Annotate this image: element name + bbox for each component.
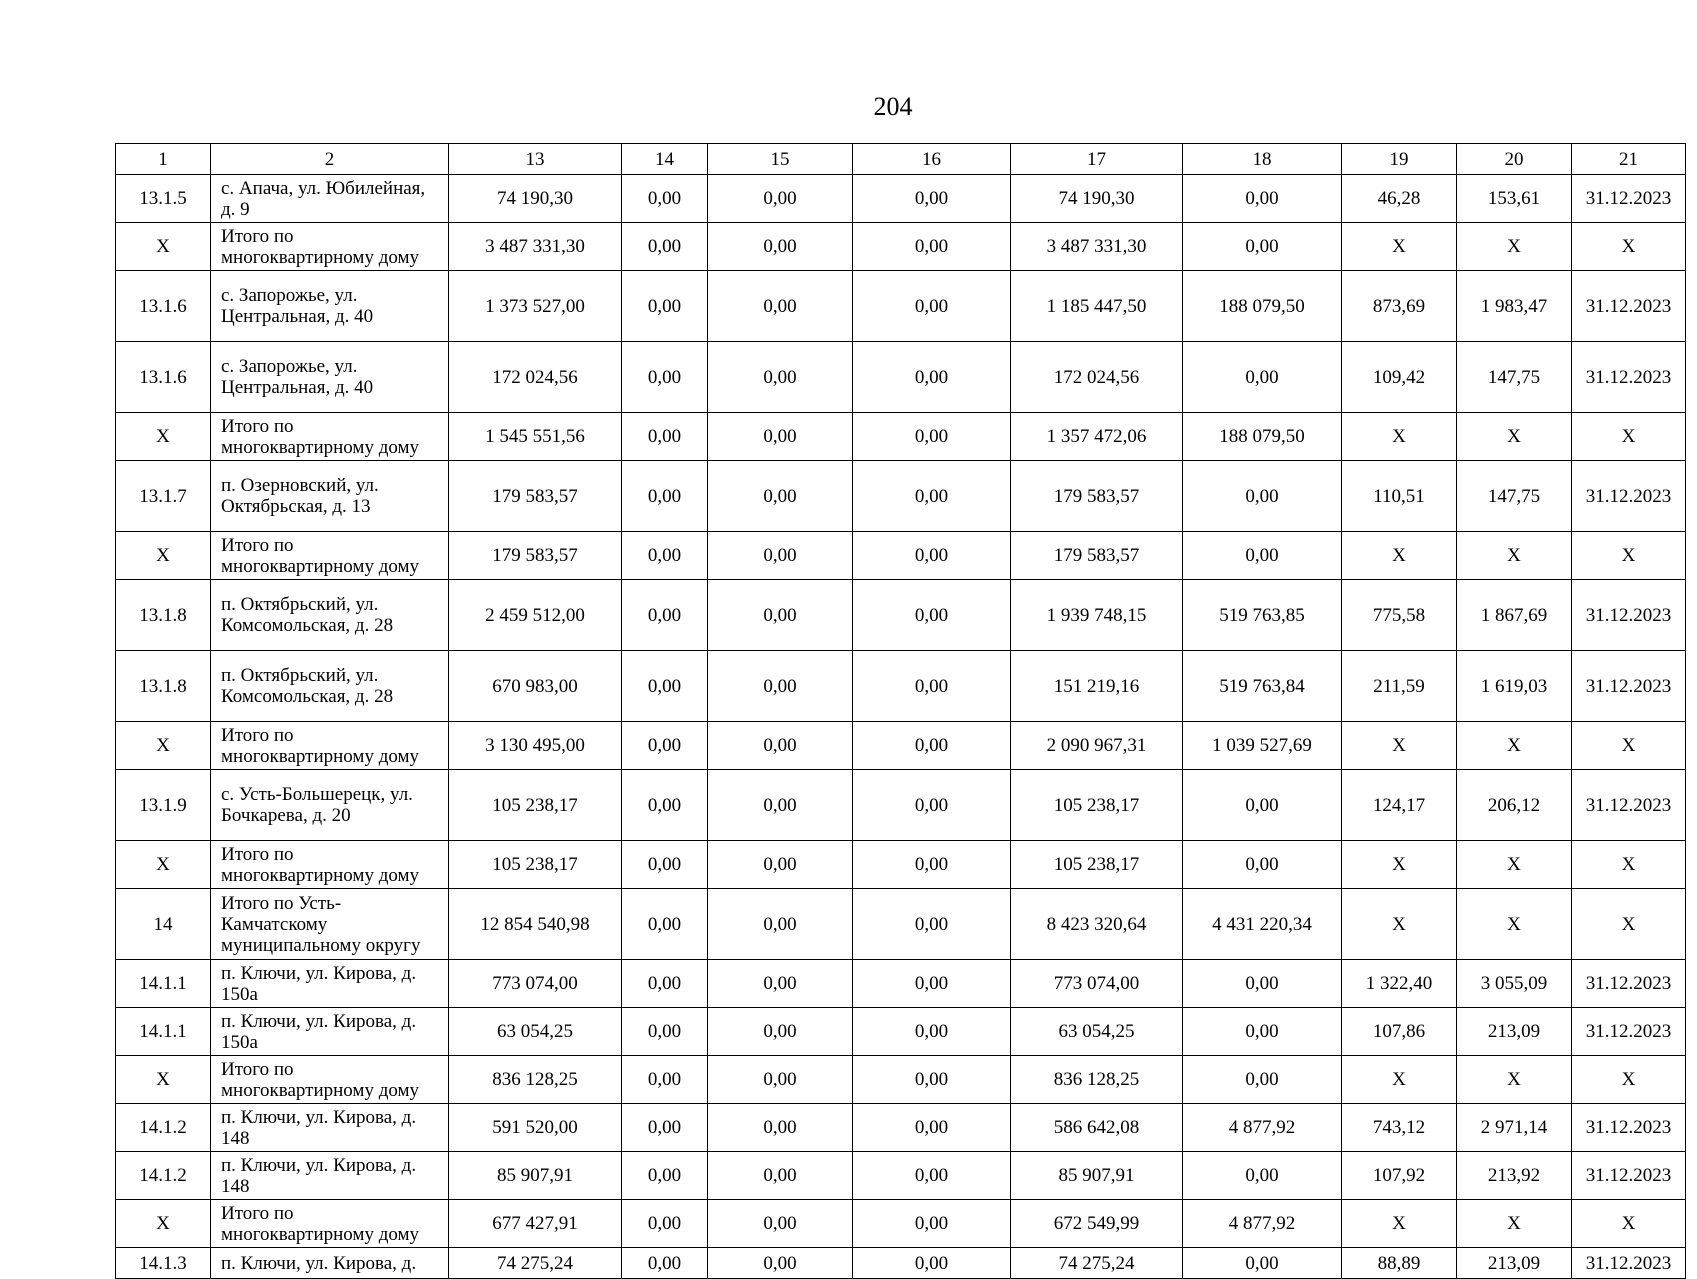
table-cell: 4 877,92 bbox=[1183, 1200, 1342, 1248]
table-cell: Х bbox=[116, 413, 211, 461]
table-cell: Х bbox=[1572, 532, 1686, 580]
table-cell: 107,92 bbox=[1342, 1152, 1457, 1200]
address-cell: п. Ключи, ул. Кирова, д. 148 bbox=[211, 1104, 449, 1152]
address-cell: Итого по многоквартирному дому bbox=[211, 223, 449, 271]
table-cell: 0,00 bbox=[708, 722, 853, 770]
table-cell: 3 130 495,00 bbox=[449, 722, 622, 770]
table-cell: 0,00 bbox=[853, 175, 1011, 223]
address-cell: п. Ключи, ул. Кирова, д. 148 bbox=[211, 1152, 449, 1200]
address-cell: Итого по многоквартирному дому bbox=[211, 1200, 449, 1248]
page-number: 204 bbox=[873, 92, 913, 121]
table-row bbox=[116, 960, 1686, 1008]
table-cell: 74 275,24 bbox=[1011, 1248, 1183, 1279]
address-cell: п. Ключи, ул. Кирова, д. 150а bbox=[211, 960, 449, 1008]
table-cell: 1 545 551,56 bbox=[449, 413, 622, 461]
table-row bbox=[116, 889, 1686, 960]
address-cell: п. Ключи, ул. Кирова, д. 150а bbox=[211, 1008, 449, 1056]
address-cell: Итого по многоквартирному дому bbox=[211, 722, 449, 770]
table-cell: 0,00 bbox=[708, 271, 853, 342]
address-cell: с. Запорожье, ул. Центральная, д. 40 bbox=[211, 271, 449, 342]
table-cell: 74 190,30 bbox=[449, 175, 622, 223]
table-cell: Х bbox=[1572, 1200, 1686, 1248]
table-cell: 153,61 bbox=[1457, 175, 1572, 223]
table-cell: 0,00 bbox=[708, 413, 853, 461]
table-row bbox=[116, 1152, 1686, 1200]
table-cell: 3 487 331,30 bbox=[1011, 223, 1183, 271]
table-cell: Х bbox=[116, 1056, 211, 1104]
table-cell: 0,00 bbox=[853, 1200, 1011, 1248]
column-header: 14 bbox=[622, 144, 708, 175]
address-cell: с. Усть-Большерецк, ул. Бочкарева, д. 20 bbox=[211, 770, 449, 841]
table-cell: 1 039 527,69 bbox=[1183, 722, 1342, 770]
table-cell: 147,75 bbox=[1457, 342, 1572, 413]
address-cell: п. Ключи, ул. Кирова, д. bbox=[211, 1248, 449, 1279]
table-cell: 0,00 bbox=[1183, 461, 1342, 532]
table-cell: 12 854 540,98 bbox=[449, 889, 622, 960]
table-cell: 4 877,92 bbox=[1183, 1104, 1342, 1152]
table-row bbox=[116, 770, 1686, 841]
table-cell: 0,00 bbox=[622, 1200, 708, 1248]
table-cell: 0,00 bbox=[1183, 1008, 1342, 1056]
table-row bbox=[116, 651, 1686, 722]
table-row bbox=[116, 1008, 1686, 1056]
table-cell: 85 907,91 bbox=[449, 1152, 622, 1200]
table-header-row bbox=[116, 144, 1686, 175]
table-cell: 105 238,17 bbox=[449, 841, 622, 889]
table-cell: 0,00 bbox=[708, 175, 853, 223]
table-cell: Х bbox=[1342, 1056, 1457, 1104]
table-cell: 0,00 bbox=[708, 342, 853, 413]
table-cell: 31.12.2023 bbox=[1572, 271, 1686, 342]
table-cell: 0,00 bbox=[622, 841, 708, 889]
column-header: 2 bbox=[211, 144, 449, 175]
table-cell: 1 939 748,15 bbox=[1011, 580, 1183, 651]
table-cell: 0,00 bbox=[853, 770, 1011, 841]
table-cell: Х bbox=[116, 532, 211, 580]
table-row bbox=[116, 1248, 1686, 1279]
table-cell: 0,00 bbox=[1183, 342, 1342, 413]
table-cell: 188 079,50 bbox=[1183, 413, 1342, 461]
table-cell: 3 055,09 bbox=[1457, 960, 1572, 1008]
table-cell: 188 079,50 bbox=[1183, 271, 1342, 342]
table-cell: 0,00 bbox=[1183, 770, 1342, 841]
table-cell: 179 583,57 bbox=[449, 532, 622, 580]
table-cell: 0,00 bbox=[1183, 1152, 1342, 1200]
table-cell: Х bbox=[1342, 532, 1457, 580]
table-row bbox=[116, 1200, 1686, 1248]
table-cell: Х bbox=[1572, 841, 1686, 889]
table-cell: 0,00 bbox=[708, 1056, 853, 1104]
table-cell: 0,00 bbox=[622, 1104, 708, 1152]
table-cell: 13.1.5 bbox=[116, 175, 211, 223]
table-row bbox=[116, 342, 1686, 413]
address-cell: с. Запорожье, ул. Центральная, д. 40 bbox=[211, 342, 449, 413]
table-cell: Х bbox=[1342, 722, 1457, 770]
table-row bbox=[116, 580, 1686, 651]
table-cell: 0,00 bbox=[708, 960, 853, 1008]
table-cell: Х bbox=[116, 722, 211, 770]
table-cell: 0,00 bbox=[622, 461, 708, 532]
table-cell: Х bbox=[116, 223, 211, 271]
table-cell: 172 024,56 bbox=[449, 342, 622, 413]
table-cell: 0,00 bbox=[853, 532, 1011, 580]
table-cell: 1 185 447,50 bbox=[1011, 271, 1183, 342]
table-cell: 836 128,25 bbox=[449, 1056, 622, 1104]
table-cell: Х bbox=[1342, 223, 1457, 271]
table-cell: 31.12.2023 bbox=[1572, 580, 1686, 651]
table-cell: 14.1.1 bbox=[116, 960, 211, 1008]
table-cell: 0,00 bbox=[622, 960, 708, 1008]
table-cell: Х bbox=[1457, 223, 1572, 271]
table-row bbox=[116, 175, 1686, 223]
table-cell: 0,00 bbox=[708, 841, 853, 889]
table-cell: 31.12.2023 bbox=[1572, 175, 1686, 223]
address-cell: Итого по многоквартирному дому bbox=[211, 841, 449, 889]
table-cell: 109,42 bbox=[1342, 342, 1457, 413]
column-header: 1 bbox=[116, 144, 211, 175]
table-cell: 0,00 bbox=[622, 223, 708, 271]
table-cell: 0,00 bbox=[622, 1248, 708, 1279]
table-cell: 0,00 bbox=[622, 271, 708, 342]
table-row bbox=[116, 532, 1686, 580]
table-cell: 105 238,17 bbox=[449, 770, 622, 841]
table-cell: 147,75 bbox=[1457, 461, 1572, 532]
address-cell: п. Октябрьский, ул. Комсомольская, д. 28 bbox=[211, 651, 449, 722]
table-cell: 0,00 bbox=[853, 1248, 1011, 1279]
address-cell: Итого по многоквартирному дому bbox=[211, 413, 449, 461]
table-cell: Х bbox=[1457, 532, 1572, 580]
table-row bbox=[116, 1104, 1686, 1152]
table-cell: 672 549,99 bbox=[1011, 1200, 1183, 1248]
column-header: 21 bbox=[1572, 144, 1686, 175]
table-cell: 0,00 bbox=[622, 651, 708, 722]
table-cell: 213,92 bbox=[1457, 1152, 1572, 1200]
table-cell: Х bbox=[1572, 413, 1686, 461]
table-cell: 0,00 bbox=[708, 651, 853, 722]
table-cell: 0,00 bbox=[708, 1008, 853, 1056]
table-cell: 773 074,00 bbox=[449, 960, 622, 1008]
table-cell: 31.12.2023 bbox=[1572, 651, 1686, 722]
table-cell: Х bbox=[1572, 889, 1686, 960]
table-cell: 31.12.2023 bbox=[1572, 1152, 1686, 1200]
column-header: 18 bbox=[1183, 144, 1342, 175]
table-cell: Х bbox=[1572, 722, 1686, 770]
table-row bbox=[116, 722, 1686, 770]
table-cell: 775,58 bbox=[1342, 580, 1457, 651]
table-cell: 0,00 bbox=[853, 271, 1011, 342]
table-cell: 151 219,16 bbox=[1011, 651, 1183, 722]
table-cell: 63 054,25 bbox=[1011, 1008, 1183, 1056]
table-cell: 0,00 bbox=[853, 1056, 1011, 1104]
table-cell: 211,59 bbox=[1342, 651, 1457, 722]
column-header: 20 bbox=[1457, 144, 1572, 175]
table-cell: 13.1.8 bbox=[116, 651, 211, 722]
column-header: 17 bbox=[1011, 144, 1183, 175]
table-cell: 0,00 bbox=[853, 1152, 1011, 1200]
table-cell: 0,00 bbox=[708, 770, 853, 841]
table-cell: Х bbox=[1457, 1200, 1572, 1248]
table-cell: 0,00 bbox=[708, 223, 853, 271]
table-cell: 0,00 bbox=[853, 651, 1011, 722]
table-cell: 74 275,24 bbox=[449, 1248, 622, 1279]
table-cell: 0,00 bbox=[853, 1104, 1011, 1152]
address-cell: Итого по Усть-Камчатскому муниципальному округу bbox=[211, 889, 449, 960]
table-cell: 2 090 967,31 bbox=[1011, 722, 1183, 770]
table-cell: 0,00 bbox=[1183, 532, 1342, 580]
table-cell: 14.1.1 bbox=[116, 1008, 211, 1056]
table-cell: Х bbox=[1457, 841, 1572, 889]
table-cell: 13.1.8 bbox=[116, 580, 211, 651]
table-cell: 0,00 bbox=[1183, 223, 1342, 271]
table-cell: 0,00 bbox=[1183, 841, 1342, 889]
table-cell: 586 642,08 bbox=[1011, 1104, 1183, 1152]
table-cell: 0,00 bbox=[853, 223, 1011, 271]
table-cell: 0,00 bbox=[708, 1104, 853, 1152]
table-cell: Х bbox=[1342, 889, 1457, 960]
table-cell: 3 487 331,30 bbox=[449, 223, 622, 271]
table-cell: 1 619,03 bbox=[1457, 651, 1572, 722]
table-cell: 0,00 bbox=[853, 841, 1011, 889]
table-cell: Х bbox=[1342, 413, 1457, 461]
table-cell: Х bbox=[1457, 1056, 1572, 1104]
table-cell: 213,09 bbox=[1457, 1248, 1572, 1279]
table-cell: 0,00 bbox=[853, 461, 1011, 532]
table-cell: 105 238,17 bbox=[1011, 841, 1183, 889]
table-row bbox=[116, 841, 1686, 889]
table-cell: 179 583,57 bbox=[1011, 532, 1183, 580]
table-cell: 13.1.6 bbox=[116, 342, 211, 413]
address-cell: Итого по многоквартирному дому bbox=[211, 532, 449, 580]
table-cell: Х bbox=[116, 1200, 211, 1248]
table-cell: Х bbox=[116, 841, 211, 889]
data-table bbox=[115, 143, 1686, 1279]
table-row bbox=[116, 413, 1686, 461]
table-cell: 105 238,17 bbox=[1011, 770, 1183, 841]
table-cell: 873,69 bbox=[1342, 271, 1457, 342]
table-cell: 0,00 bbox=[622, 342, 708, 413]
table-cell: 0,00 bbox=[1183, 175, 1342, 223]
table-cell: 31.12.2023 bbox=[1572, 1008, 1686, 1056]
table-cell: 74 190,30 bbox=[1011, 175, 1183, 223]
table-cell: 0,00 bbox=[708, 532, 853, 580]
table-cell: 1 357 472,06 bbox=[1011, 413, 1183, 461]
table-cell: 677 427,91 bbox=[449, 1200, 622, 1248]
table-cell: 0,00 bbox=[708, 1248, 853, 1279]
column-header: 19 bbox=[1342, 144, 1457, 175]
table-cell: 773 074,00 bbox=[1011, 960, 1183, 1008]
table-cell: 519 763,85 bbox=[1183, 580, 1342, 651]
table-cell: 14.1.3 bbox=[116, 1248, 211, 1279]
table-cell: 0,00 bbox=[622, 770, 708, 841]
table-cell: 0,00 bbox=[1183, 1248, 1342, 1279]
table-cell: Х bbox=[1457, 722, 1572, 770]
table-cell: 88,89 bbox=[1342, 1248, 1457, 1279]
table-cell: 63 054,25 bbox=[449, 1008, 622, 1056]
table-cell: 124,17 bbox=[1342, 770, 1457, 841]
table-cell: 179 583,57 bbox=[1011, 461, 1183, 532]
table-cell: 1 322,40 bbox=[1342, 960, 1457, 1008]
table-cell: 0,00 bbox=[708, 1200, 853, 1248]
table-cell: 8 423 320,64 bbox=[1011, 889, 1183, 960]
table-cell: 13.1.7 bbox=[116, 461, 211, 532]
table-cell: 670 983,00 bbox=[449, 651, 622, 722]
column-header: 16 bbox=[853, 144, 1011, 175]
table-cell: 31.12.2023 bbox=[1572, 342, 1686, 413]
address-cell: п. Озерновский, ул. Октябрьская, д. 13 bbox=[211, 461, 449, 532]
table-cell: 0,00 bbox=[622, 722, 708, 770]
table-row bbox=[116, 271, 1686, 342]
table-cell: Х bbox=[1342, 841, 1457, 889]
table-cell: 743,12 bbox=[1342, 1104, 1457, 1152]
table-cell: 0,00 bbox=[1183, 1056, 1342, 1104]
table-cell: 213,09 bbox=[1457, 1008, 1572, 1056]
table-cell: 46,28 bbox=[1342, 175, 1457, 223]
column-header: 13 bbox=[449, 144, 622, 175]
table-cell: 0,00 bbox=[622, 532, 708, 580]
table-cell: 0,00 bbox=[708, 461, 853, 532]
table-cell: 0,00 bbox=[622, 1056, 708, 1104]
table-cell: 0,00 bbox=[622, 413, 708, 461]
table-cell: 0,00 bbox=[622, 1008, 708, 1056]
table-cell: 0,00 bbox=[622, 175, 708, 223]
table-cell: 591 520,00 bbox=[449, 1104, 622, 1152]
address-cell: с. Апача, ул. Юбилейная, д. 9 bbox=[211, 175, 449, 223]
table-cell: Х bbox=[1572, 223, 1686, 271]
table-cell: 836 128,25 bbox=[1011, 1056, 1183, 1104]
table-cell: 1 867,69 bbox=[1457, 580, 1572, 651]
table-cell: 0,00 bbox=[853, 722, 1011, 770]
address-cell: Итого по многоквартирному дому bbox=[211, 1056, 449, 1104]
table-cell: Х bbox=[1457, 413, 1572, 461]
table-cell: 0,00 bbox=[853, 413, 1011, 461]
table-cell: 0,00 bbox=[622, 580, 708, 651]
table-cell: 1 983,47 bbox=[1457, 271, 1572, 342]
table-row bbox=[116, 461, 1686, 532]
table-cell: 31.12.2023 bbox=[1572, 1104, 1686, 1152]
table-cell: 13.1.6 bbox=[116, 271, 211, 342]
table-cell: 0,00 bbox=[853, 1008, 1011, 1056]
table-cell: 14 bbox=[116, 889, 211, 960]
table-cell: 31.12.2023 bbox=[1572, 1248, 1686, 1279]
table-cell: 14.1.2 bbox=[116, 1104, 211, 1152]
table-cell: 14.1.2 bbox=[116, 1152, 211, 1200]
table-cell: 107,86 bbox=[1342, 1008, 1457, 1056]
table-cell: Х bbox=[1342, 1200, 1457, 1248]
table-cell: 2 459 512,00 bbox=[449, 580, 622, 651]
table-cell: Х bbox=[1572, 1056, 1686, 1104]
table-cell: 0,00 bbox=[853, 580, 1011, 651]
table-cell: 179 583,57 bbox=[449, 461, 622, 532]
table-row bbox=[116, 223, 1686, 271]
table-cell: 13.1.9 bbox=[116, 770, 211, 841]
table-cell: 4 431 220,34 bbox=[1183, 889, 1342, 960]
table-cell: 0,00 bbox=[622, 1152, 708, 1200]
table-cell: 31.12.2023 bbox=[1572, 960, 1686, 1008]
table-cell: 206,12 bbox=[1457, 770, 1572, 841]
table-row bbox=[116, 1056, 1686, 1104]
table-cell: 0,00 bbox=[1183, 960, 1342, 1008]
table-cell: 0,00 bbox=[853, 342, 1011, 413]
table-cell: 0,00 bbox=[853, 960, 1011, 1008]
table-cell: 31.12.2023 bbox=[1572, 770, 1686, 841]
table-cell: 519 763,84 bbox=[1183, 651, 1342, 722]
column-header: 15 bbox=[708, 144, 853, 175]
table-cell: 110,51 bbox=[1342, 461, 1457, 532]
table-cell: 85 907,91 bbox=[1011, 1152, 1183, 1200]
table-cell: 2 971,14 bbox=[1457, 1104, 1572, 1152]
address-cell: п. Октябрьский, ул. Комсомольская, д. 28 bbox=[211, 580, 449, 651]
table-cell: 1 373 527,00 bbox=[449, 271, 622, 342]
table-cell: 0,00 bbox=[853, 889, 1011, 960]
table-cell: 0,00 bbox=[622, 889, 708, 960]
table-cell: 0,00 bbox=[708, 1152, 853, 1200]
table-cell: 172 024,56 bbox=[1011, 342, 1183, 413]
table-cell: 31.12.2023 bbox=[1572, 461, 1686, 532]
table-cell: 0,00 bbox=[708, 889, 853, 960]
table-cell: Х bbox=[1457, 889, 1572, 960]
table-cell: 0,00 bbox=[708, 580, 853, 651]
